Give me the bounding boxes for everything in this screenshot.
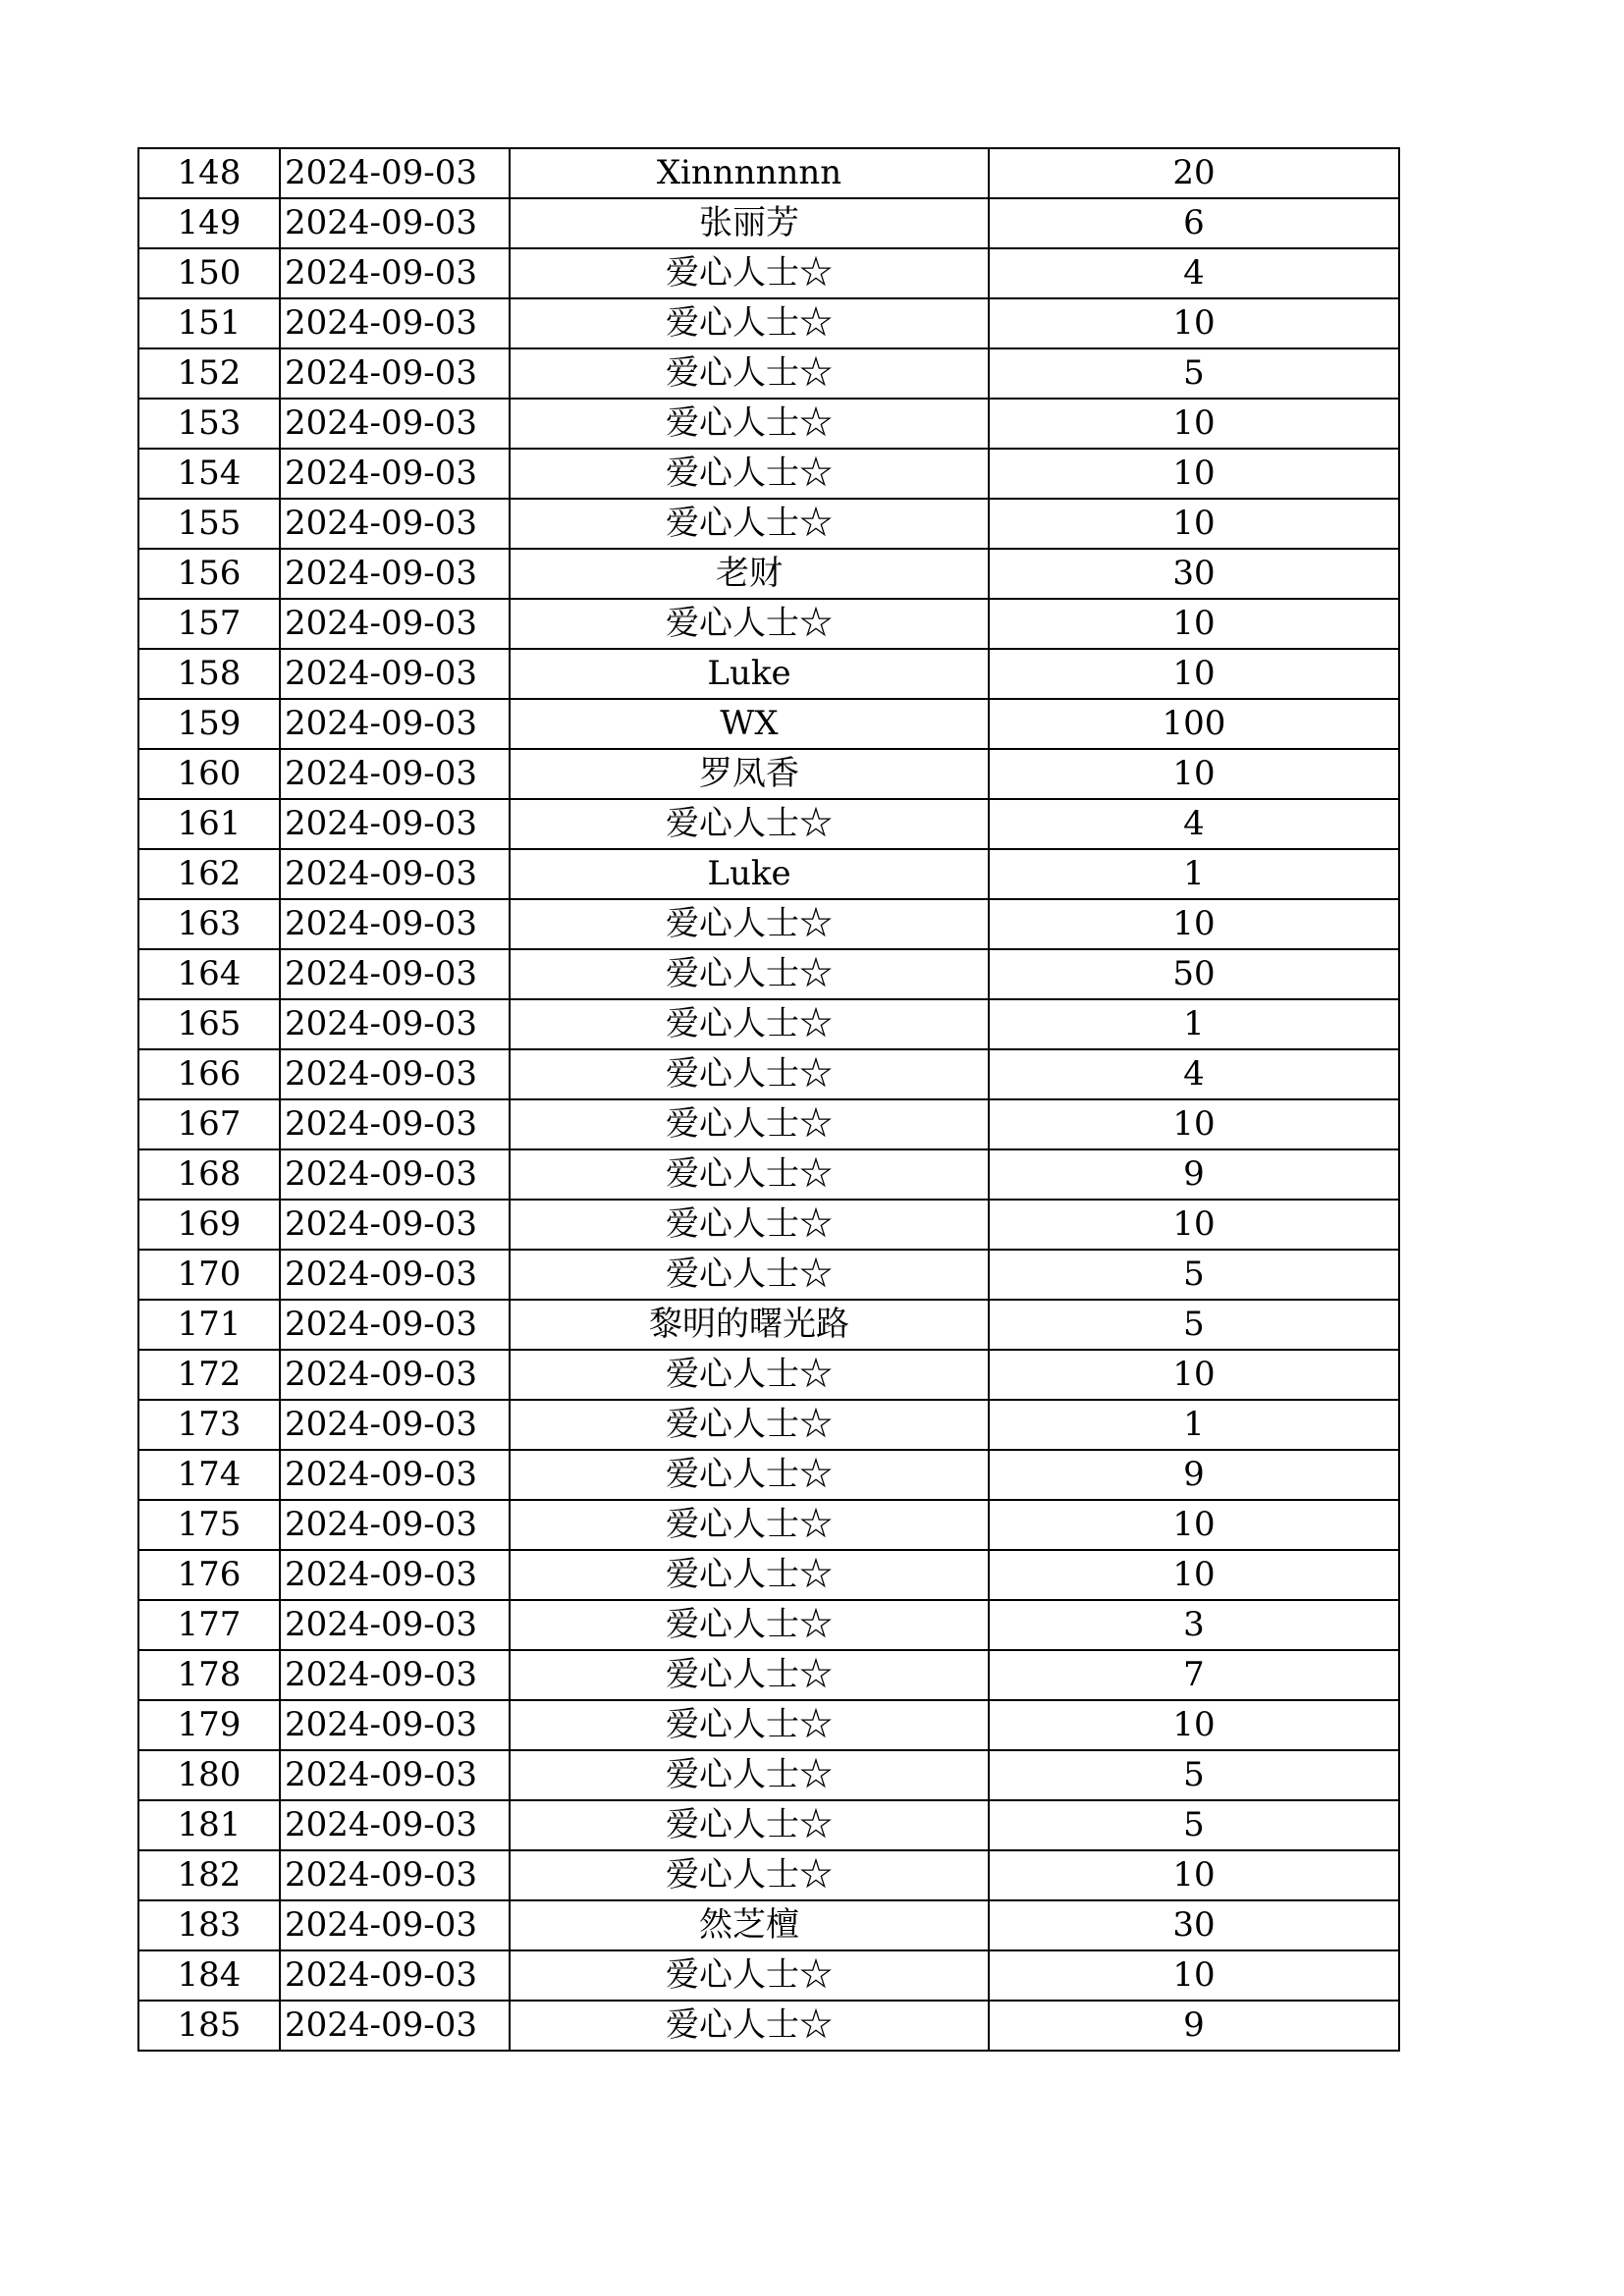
amount-cell: 9 bbox=[989, 1450, 1399, 1500]
date-cell: 2024-09-03 bbox=[280, 1850, 510, 1900]
row-number-cell: 184 bbox=[138, 1950, 280, 2001]
row-number-cell: 148 bbox=[138, 148, 280, 198]
table-row bbox=[138, 1049, 1399, 1099]
date-cell: 2024-09-03 bbox=[280, 1950, 510, 2001]
amount-cell: 4 bbox=[989, 799, 1399, 849]
row-number-cell: 173 bbox=[138, 1400, 280, 1450]
table-row bbox=[138, 2001, 1399, 2051]
date-cell: 2024-09-03 bbox=[280, 348, 510, 399]
amount-cell: 5 bbox=[989, 1250, 1399, 1300]
row-number-cell: 179 bbox=[138, 1700, 280, 1750]
amount-cell: 5 bbox=[989, 1300, 1399, 1350]
table-row bbox=[138, 1600, 1399, 1650]
table-row bbox=[138, 348, 1399, 399]
date-cell: 2024-09-03 bbox=[280, 298, 510, 348]
date-cell: 2024-09-03 bbox=[280, 1049, 510, 1099]
donor-name-cell: 爱心人士☆ bbox=[510, 499, 989, 549]
amount-cell: 4 bbox=[989, 1049, 1399, 1099]
donor-name-cell: 爱心人士☆ bbox=[510, 1450, 989, 1500]
date-cell: 2024-09-03 bbox=[280, 1800, 510, 1850]
donor-name-cell: 爱心人士☆ bbox=[510, 2001, 989, 2051]
donor-name-cell: 爱心人士☆ bbox=[510, 1250, 989, 1300]
donor-name-cell: Luke bbox=[510, 649, 989, 699]
amount-cell: 10 bbox=[989, 298, 1399, 348]
table-row bbox=[138, 1950, 1399, 2001]
row-number-cell: 176 bbox=[138, 1550, 280, 1600]
row-number-cell: 154 bbox=[138, 449, 280, 499]
table-row bbox=[138, 148, 1399, 198]
table-row bbox=[138, 599, 1399, 649]
date-cell: 2024-09-03 bbox=[280, 1600, 510, 1650]
row-number-cell: 161 bbox=[138, 799, 280, 849]
table-row bbox=[138, 649, 1399, 699]
donor-name-cell: 爱心人士☆ bbox=[510, 348, 989, 399]
donation-table bbox=[137, 147, 1400, 2052]
amount-cell: 7 bbox=[989, 1650, 1399, 1700]
date-cell: 2024-09-03 bbox=[280, 1450, 510, 1500]
amount-cell: 1 bbox=[989, 999, 1399, 1049]
date-cell: 2024-09-03 bbox=[280, 148, 510, 198]
row-number-cell: 168 bbox=[138, 1149, 280, 1200]
donor-name-cell: 爱心人士☆ bbox=[510, 599, 989, 649]
donor-name-cell: 爱心人士☆ bbox=[510, 799, 989, 849]
donor-name-cell: 爱心人士☆ bbox=[510, 1099, 989, 1149]
table-row bbox=[138, 849, 1399, 899]
date-cell: 2024-09-03 bbox=[280, 1700, 510, 1750]
row-number-cell: 157 bbox=[138, 599, 280, 649]
row-number-cell: 180 bbox=[138, 1750, 280, 1800]
donor-name-cell: 爱心人士☆ bbox=[510, 298, 989, 348]
date-cell: 2024-09-03 bbox=[280, 1650, 510, 1700]
amount-cell: 1 bbox=[989, 849, 1399, 899]
amount-cell: 10 bbox=[989, 1350, 1399, 1400]
row-number-cell: 172 bbox=[138, 1350, 280, 1400]
table-row bbox=[138, 1500, 1399, 1550]
date-cell: 2024-09-03 bbox=[280, 248, 510, 298]
donor-name-cell: 爱心人士☆ bbox=[510, 1750, 989, 1800]
donor-name-cell: 爱心人士☆ bbox=[510, 248, 989, 298]
donor-name-cell: 爱心人士☆ bbox=[510, 999, 989, 1049]
table-row bbox=[138, 949, 1399, 999]
table-row bbox=[138, 1200, 1399, 1250]
amount-cell: 3 bbox=[989, 1600, 1399, 1650]
date-cell: 2024-09-03 bbox=[280, 1550, 510, 1600]
amount-cell: 30 bbox=[989, 549, 1399, 599]
row-number-cell: 159 bbox=[138, 699, 280, 749]
amount-cell: 10 bbox=[989, 1099, 1399, 1149]
row-number-cell: 150 bbox=[138, 248, 280, 298]
donor-name-cell: 爱心人士☆ bbox=[510, 1049, 989, 1099]
amount-cell: 5 bbox=[989, 1800, 1399, 1850]
table-row bbox=[138, 749, 1399, 799]
donor-name-cell: WX bbox=[510, 699, 989, 749]
table-row bbox=[138, 248, 1399, 298]
table-row bbox=[138, 1900, 1399, 1950]
date-cell: 2024-09-03 bbox=[280, 999, 510, 1049]
donor-name-cell: 然芝檀 bbox=[510, 1900, 989, 1950]
date-cell: 2024-09-03 bbox=[280, 649, 510, 699]
amount-cell: 6 bbox=[989, 198, 1399, 248]
donor-name-cell: 爱心人士☆ bbox=[510, 1550, 989, 1600]
amount-cell: 4 bbox=[989, 248, 1399, 298]
amount-cell: 50 bbox=[989, 949, 1399, 999]
row-number-cell: 175 bbox=[138, 1500, 280, 1550]
date-cell: 2024-09-03 bbox=[280, 699, 510, 749]
donation-table-body bbox=[138, 148, 1399, 2051]
amount-cell: 10 bbox=[989, 1850, 1399, 1900]
amount-cell: 10 bbox=[989, 749, 1399, 799]
date-cell: 2024-09-03 bbox=[280, 2001, 510, 2051]
table-row bbox=[138, 549, 1399, 599]
table-row bbox=[138, 1250, 1399, 1300]
date-cell: 2024-09-03 bbox=[280, 1350, 510, 1400]
table-row bbox=[138, 1099, 1399, 1149]
row-number-cell: 183 bbox=[138, 1900, 280, 1950]
donor-name-cell: 爱心人士☆ bbox=[510, 1950, 989, 2001]
donor-name-cell: 爱心人士☆ bbox=[510, 449, 989, 499]
donor-name-cell: 爱心人士☆ bbox=[510, 949, 989, 999]
date-cell: 2024-09-03 bbox=[280, 799, 510, 849]
row-number-cell: 166 bbox=[138, 1049, 280, 1099]
date-cell: 2024-09-03 bbox=[280, 1400, 510, 1450]
row-number-cell: 181 bbox=[138, 1800, 280, 1850]
table-row bbox=[138, 1550, 1399, 1600]
table-row bbox=[138, 1650, 1399, 1700]
row-number-cell: 163 bbox=[138, 899, 280, 949]
table-row bbox=[138, 1800, 1399, 1850]
amount-cell: 9 bbox=[989, 2001, 1399, 2051]
donor-name-cell: 张丽芳 bbox=[510, 198, 989, 248]
donor-name-cell: 爱心人士☆ bbox=[510, 1200, 989, 1250]
table-row bbox=[138, 1700, 1399, 1750]
donor-name-cell: 爱心人士☆ bbox=[510, 1700, 989, 1750]
donor-name-cell: 爱心人士☆ bbox=[510, 899, 989, 949]
amount-cell: 10 bbox=[989, 1700, 1399, 1750]
row-number-cell: 167 bbox=[138, 1099, 280, 1149]
row-number-cell: 174 bbox=[138, 1450, 280, 1500]
table-row bbox=[138, 699, 1399, 749]
amount-cell: 5 bbox=[989, 1750, 1399, 1800]
row-number-cell: 156 bbox=[138, 549, 280, 599]
donor-name-cell: 爱心人士☆ bbox=[510, 1800, 989, 1850]
row-number-cell: 158 bbox=[138, 649, 280, 699]
amount-cell: 1 bbox=[989, 1400, 1399, 1450]
donor-name-cell: 黎明的曙光路 bbox=[510, 1300, 989, 1350]
amount-cell: 10 bbox=[989, 1500, 1399, 1550]
row-number-cell: 178 bbox=[138, 1650, 280, 1700]
table-row bbox=[138, 1149, 1399, 1200]
row-number-cell: 182 bbox=[138, 1850, 280, 1900]
date-cell: 2024-09-03 bbox=[280, 1900, 510, 1950]
row-number-cell: 185 bbox=[138, 2001, 280, 2051]
amount-cell: 20 bbox=[989, 148, 1399, 198]
date-cell: 2024-09-03 bbox=[280, 1300, 510, 1350]
amount-cell: 10 bbox=[989, 649, 1399, 699]
amount-cell: 10 bbox=[989, 899, 1399, 949]
date-cell: 2024-09-03 bbox=[280, 1149, 510, 1200]
donor-name-cell: 老财 bbox=[510, 549, 989, 599]
date-cell: 2024-09-03 bbox=[280, 549, 510, 599]
table-row bbox=[138, 1750, 1399, 1800]
table-row bbox=[138, 1400, 1399, 1450]
donor-name-cell: 爱心人士☆ bbox=[510, 1500, 989, 1550]
donor-name-cell: 爱心人士☆ bbox=[510, 1850, 989, 1900]
table-row bbox=[138, 999, 1399, 1049]
table-row bbox=[138, 198, 1399, 248]
row-number-cell: 177 bbox=[138, 1600, 280, 1650]
date-cell: 2024-09-03 bbox=[280, 849, 510, 899]
table-row bbox=[138, 298, 1399, 348]
date-cell: 2024-09-03 bbox=[280, 1099, 510, 1149]
donor-name-cell: Luke bbox=[510, 849, 989, 899]
amount-cell: 10 bbox=[989, 1550, 1399, 1600]
amount-cell: 9 bbox=[989, 1149, 1399, 1200]
date-cell: 2024-09-03 bbox=[280, 1200, 510, 1250]
donor-name-cell: 爱心人士☆ bbox=[510, 1650, 989, 1700]
amount-cell: 10 bbox=[989, 399, 1399, 449]
date-cell: 2024-09-03 bbox=[280, 1250, 510, 1300]
date-cell: 2024-09-03 bbox=[280, 599, 510, 649]
table-row bbox=[138, 1350, 1399, 1400]
row-number-cell: 152 bbox=[138, 348, 280, 399]
row-number-cell: 170 bbox=[138, 1250, 280, 1300]
table-row bbox=[138, 1850, 1399, 1900]
date-cell: 2024-09-03 bbox=[280, 1750, 510, 1800]
table-row bbox=[138, 899, 1399, 949]
donor-name-cell: 爱心人士☆ bbox=[510, 399, 989, 449]
date-cell: 2024-09-03 bbox=[280, 749, 510, 799]
row-number-cell: 149 bbox=[138, 198, 280, 248]
amount-cell: 10 bbox=[989, 599, 1399, 649]
row-number-cell: 153 bbox=[138, 399, 280, 449]
row-number-cell: 160 bbox=[138, 749, 280, 799]
date-cell: 2024-09-03 bbox=[280, 198, 510, 248]
date-cell: 2024-09-03 bbox=[280, 499, 510, 549]
donor-name-cell: Xinnnnnnn bbox=[510, 148, 989, 198]
row-number-cell: 151 bbox=[138, 298, 280, 348]
amount-cell: 10 bbox=[989, 499, 1399, 549]
amount-cell: 10 bbox=[989, 1950, 1399, 2001]
amount-cell: 100 bbox=[989, 699, 1399, 749]
amount-cell: 5 bbox=[989, 348, 1399, 399]
date-cell: 2024-09-03 bbox=[280, 1500, 510, 1550]
date-cell: 2024-09-03 bbox=[280, 449, 510, 499]
row-number-cell: 165 bbox=[138, 999, 280, 1049]
date-cell: 2024-09-03 bbox=[280, 949, 510, 999]
date-cell: 2024-09-03 bbox=[280, 399, 510, 449]
table-row bbox=[138, 499, 1399, 549]
row-number-cell: 162 bbox=[138, 849, 280, 899]
table-row bbox=[138, 1300, 1399, 1350]
table-row bbox=[138, 399, 1399, 449]
donor-name-cell: 爱心人士☆ bbox=[510, 1350, 989, 1400]
table-row bbox=[138, 799, 1399, 849]
amount-cell: 10 bbox=[989, 449, 1399, 499]
donor-name-cell: 爱心人士☆ bbox=[510, 1600, 989, 1650]
donor-name-cell: 爱心人士☆ bbox=[510, 1149, 989, 1200]
row-number-cell: 169 bbox=[138, 1200, 280, 1250]
table-row bbox=[138, 1450, 1399, 1500]
donor-name-cell: 罗凤香 bbox=[510, 749, 989, 799]
date-cell: 2024-09-03 bbox=[280, 899, 510, 949]
row-number-cell: 171 bbox=[138, 1300, 280, 1350]
table-row bbox=[138, 449, 1399, 499]
donor-name-cell: 爱心人士☆ bbox=[510, 1400, 989, 1450]
amount-cell: 30 bbox=[989, 1900, 1399, 1950]
row-number-cell: 164 bbox=[138, 949, 280, 999]
row-number-cell: 155 bbox=[138, 499, 280, 549]
amount-cell: 10 bbox=[989, 1200, 1399, 1250]
